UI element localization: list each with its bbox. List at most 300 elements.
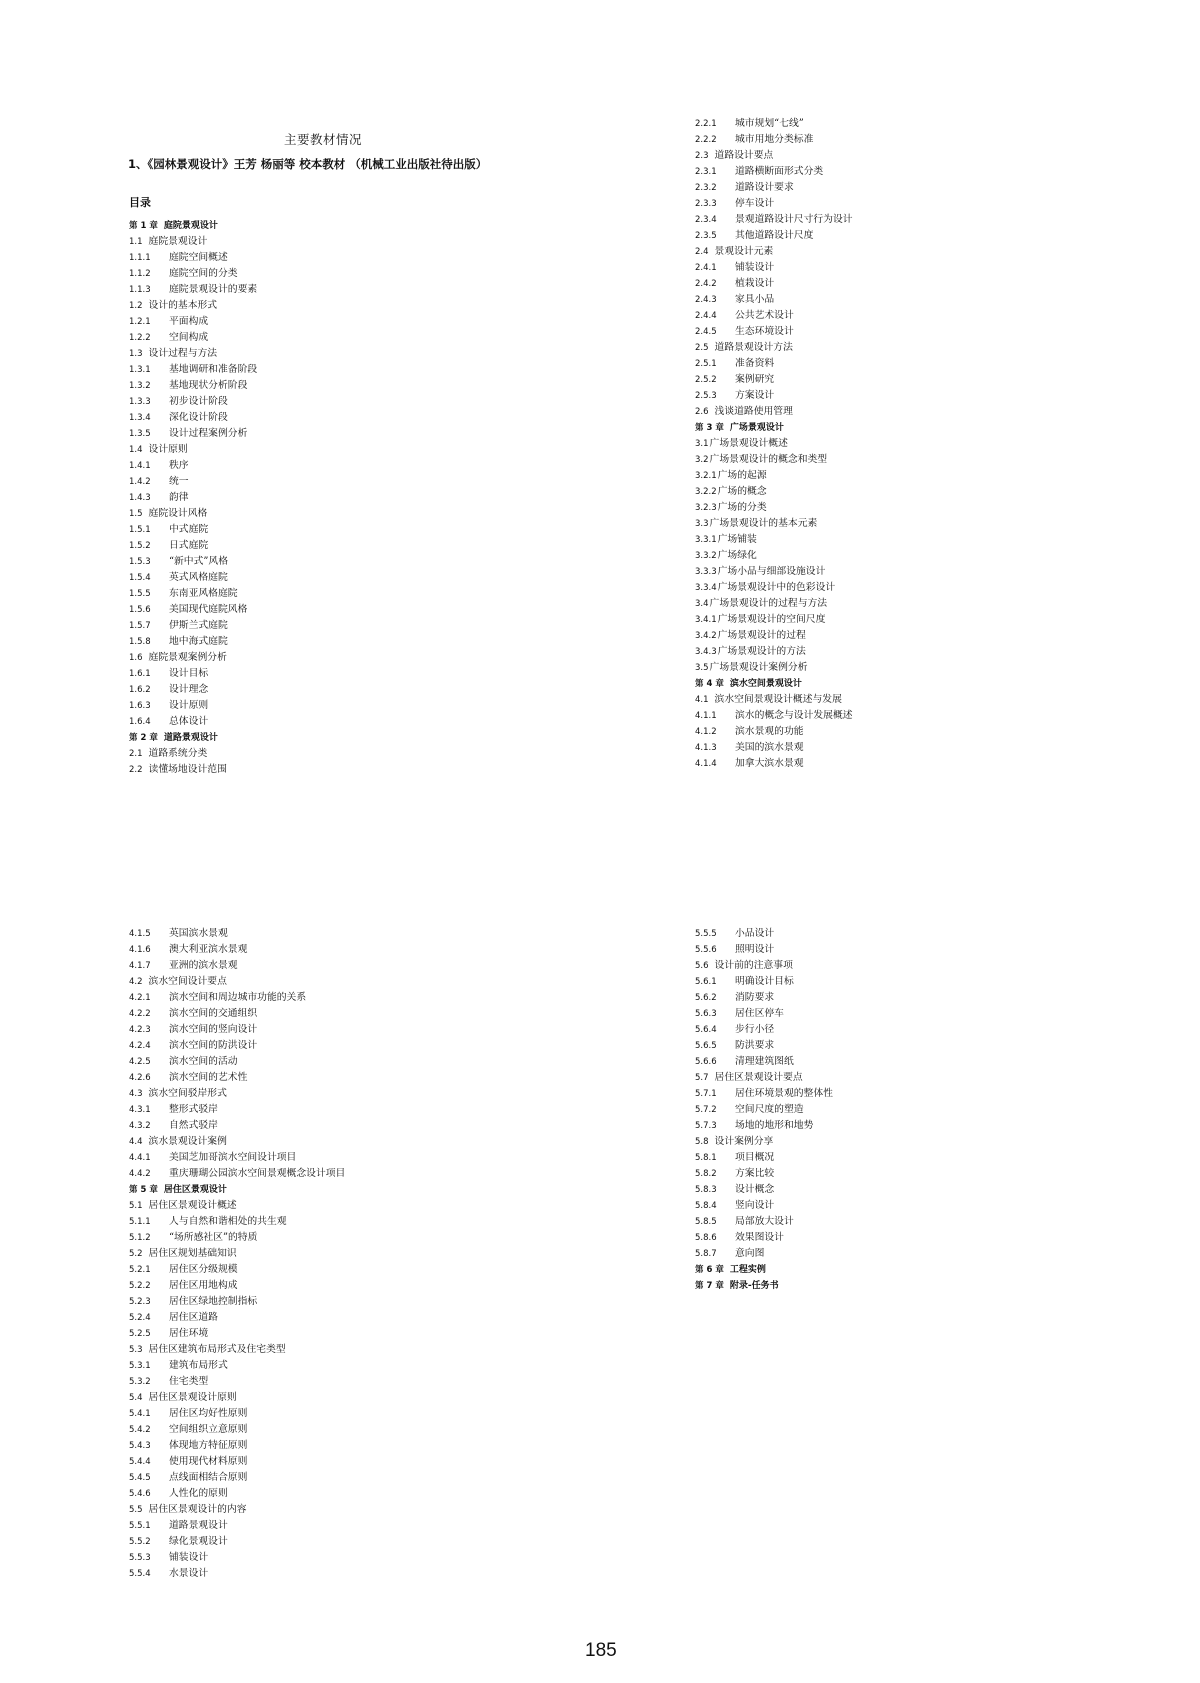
toc-entry (695, 740, 1165, 756)
toc-entry (695, 180, 1165, 196)
toc-entry (129, 1470, 599, 1486)
toc-entry (695, 942, 1165, 958)
toc-entry-number: 4.2.1 (129, 993, 151, 1003)
toc-entry (695, 660, 1165, 676)
toc-chapter (129, 730, 599, 746)
toc-entry (695, 1182, 1165, 1198)
toc-entry-number: 2.3.1 (695, 167, 717, 177)
toc-entry-number: 1.1 (129, 237, 143, 247)
page-title: 主要教材情况 (284, 132, 363, 147)
toc-entry-number: 2.5.1 (695, 359, 717, 369)
toc-entry (695, 644, 1165, 660)
toc-entry (695, 308, 1165, 324)
toc-entry (695, 452, 1165, 468)
toc-entry (695, 196, 1165, 212)
toc-entry-number: 4.4.1 (129, 1153, 151, 1163)
toc-entry (695, 1022, 1165, 1038)
toc-entry-title: 小品设计 (735, 928, 775, 939)
toc-entry-number: 3.4.1 (695, 615, 717, 625)
toc-entry-title: 方案设计 (735, 390, 775, 401)
toc-entry (129, 394, 599, 410)
toc-entry-title: 居住区规划基础知识 (148, 1248, 237, 1259)
toc-entry-number: 4.1.6 (129, 945, 151, 955)
toc-entry-title: 居住区景观设计原则 (148, 1392, 237, 1403)
toc-entry-title: 道路系统分类 (148, 748, 208, 759)
toc-entry-number: 第 3 章 (695, 423, 724, 433)
toc-entry (129, 602, 599, 618)
toc-entry-number: 5.2.2 (129, 1281, 151, 1291)
toc-entry (129, 1102, 599, 1118)
toc-entry-number: 5.8.3 (695, 1185, 717, 1195)
toc-entry (129, 1550, 599, 1566)
toc-entry-title: 基地现状分析阶段 (169, 380, 248, 391)
toc-entry-title: 庭院景观案例分析 (148, 652, 227, 663)
toc-entry-number: 2.2.2 (695, 135, 717, 145)
toc-entry-title: 广场景观设计的基本元素 (709, 518, 818, 529)
toc-entry-number: 2.4.1 (695, 263, 717, 273)
toc-entry-number: 2.3.3 (695, 199, 717, 209)
toc-entry-number: 1.5.3 (129, 557, 151, 567)
toc-entry-number: 1.6.3 (129, 701, 151, 711)
toc-entry-number: 1.2 (129, 301, 143, 311)
toc-entry-number: 5.4.2 (129, 1425, 151, 1435)
toc-entry-title: 广场景观设计的方法 (717, 646, 806, 657)
toc-entry-title: 体现地方特征原则 (169, 1440, 248, 1451)
toc-entry-title: 广场景观设计 (729, 423, 784, 433)
toc-entry-number: 3.4 (695, 599, 709, 609)
toc-entry (129, 1358, 599, 1374)
toc-entry (129, 1566, 599, 1582)
toc-entry (695, 148, 1165, 164)
toc-entry-number: 3.3.4 (695, 583, 717, 593)
toc-entry-number: 5.2.1 (129, 1265, 151, 1275)
toc-entry (129, 1294, 599, 1310)
toc-entry-title: 美国芝加哥滨水空间设计项目 (169, 1152, 297, 1163)
toc-entry (695, 692, 1165, 708)
toc-entry-title: 重庆珊瑚公园滨水空间景观概念设计项目 (169, 1168, 346, 1179)
toc-entry-title: 伊斯兰式庭院 (169, 620, 228, 631)
toc-entry-title: 滨水空间景观设计概述与发展 (714, 694, 842, 705)
toc-entry-number: 2.2.1 (695, 119, 717, 129)
toc-entry (129, 234, 599, 250)
toc-entry-number: 第 1 章 (129, 221, 158, 231)
toc-entry-number: 5.4.6 (129, 1489, 151, 1499)
toc-entry-number: 5.6.5 (695, 1041, 717, 1051)
toc-entry-title: 停车设计 (735, 198, 775, 209)
toc-entry (129, 474, 599, 490)
toc-entry (695, 628, 1165, 644)
toc-entry (695, 164, 1165, 180)
toc-entry-number: 5.8 (695, 1137, 709, 1147)
toc-entry-title: 滨水空间和周边城市功能的关系 (169, 992, 307, 1003)
toc-entry-number: 1.4.2 (129, 477, 151, 487)
toc-entry (129, 1054, 599, 1070)
toc-entry (129, 490, 599, 506)
toc-entry (129, 538, 599, 554)
toc-entry-title: 设计原则 (148, 444, 188, 455)
toc-entry-title: 点线面相结合原则 (169, 1472, 248, 1483)
toc-entry-number: 5.5.4 (129, 1569, 151, 1579)
toc-entry (129, 266, 599, 282)
toc-entry (129, 506, 599, 522)
toc-entry-title: 人与自然和谐相处的共生观 (169, 1216, 287, 1227)
toc-entry-number: 5.2.3 (129, 1297, 151, 1307)
toc-entry (695, 500, 1165, 516)
toc-entry (695, 958, 1165, 974)
toc-entry (695, 1086, 1165, 1102)
toc-entry-number: 1.1.2 (129, 269, 151, 279)
toc-entry (129, 1230, 599, 1246)
toc-entry (129, 666, 599, 682)
toc-entry-title: 竖向设计 (735, 1200, 775, 1211)
toc-entry-number: 4.2.2 (129, 1009, 151, 1019)
toc-entry (129, 1086, 599, 1102)
toc-entry-number: 5.6.4 (695, 1025, 717, 1035)
toc-entry-title: 基地调研和准备阶段 (169, 364, 258, 375)
toc-entry-title: 滨水景观设计案例 (148, 1136, 227, 1147)
toc-entry-number: 1.3.3 (129, 397, 151, 407)
toc-entry-title: 设计前的注意事项 (714, 960, 793, 971)
toc-entry (129, 1278, 599, 1294)
toc-entry (129, 586, 599, 602)
toc-entry-title: 东南亚风格庭院 (169, 588, 238, 599)
toc-entry (695, 276, 1165, 292)
toc-entry (129, 314, 599, 330)
toc-entry-title: 日式庭院 (169, 540, 209, 551)
toc-entry-title: 滨水空间驳岸形式 (148, 1088, 227, 1099)
toc-entry (129, 346, 599, 362)
toc-entry-title: 韵律 (169, 492, 189, 503)
toc-entry-title: 居住区绿地控制指标 (169, 1296, 258, 1307)
toc-entry-title: 住宅类型 (169, 1376, 209, 1387)
toc-entry-number: 2.1 (129, 749, 143, 759)
toc-entry-number: 3.2.3 (695, 503, 717, 513)
toc-entry-number: 第 7 章 (695, 1281, 724, 1291)
toc-entry (695, 484, 1165, 500)
toc-entry (129, 1502, 599, 1518)
toc-entry-number: 1.6.1 (129, 669, 151, 679)
toc-entry-number: 2.3.5 (695, 231, 717, 241)
toc-entry (695, 404, 1165, 420)
toc-entry (129, 554, 599, 570)
toc-entry (129, 1214, 599, 1230)
toc-entry-number: 3.3 (695, 519, 709, 529)
toc-entry-title: 场地的地形和地势 (735, 1120, 814, 1131)
toc-entry-number: 1.1.3 (129, 285, 151, 295)
toc-entry-title: 设计概念 (735, 1184, 775, 1195)
toc-entry (695, 548, 1165, 564)
toc-entry-title: 平面构成 (169, 316, 209, 327)
toc-entry-title: 景观道路设计尺寸行为设计 (735, 214, 853, 225)
toc-entry-title: 步行小径 (735, 1024, 775, 1035)
toc-entry-number: 3.2 (695, 455, 709, 465)
toc-entry-title: 庭院设计风格 (148, 508, 208, 519)
toc-entry-number: 1.6 (129, 653, 143, 663)
toc-entry-title: 公共艺术设计 (735, 310, 794, 321)
toc-entry-title: 效果图设计 (735, 1232, 784, 1243)
toc-entry-number: 3.4.3 (695, 647, 717, 657)
toc-entry-number: 第 5 章 (129, 1185, 158, 1195)
toc-entry-title: 居住区建筑布局形式及住宅类型 (148, 1344, 286, 1355)
toc-entry (129, 1038, 599, 1054)
toc-entry-title: 照明设计 (735, 944, 775, 955)
toc-entry-title: 秩序 (169, 460, 189, 471)
toc-entry-number: 5.1 (129, 1201, 143, 1211)
toc-entry-title: 意向图 (735, 1248, 765, 1259)
toc-entry-number: 4.3.1 (129, 1105, 151, 1115)
toc-entry-title: 设计过程与方法 (148, 348, 218, 359)
toc-entry-number: 5.4.5 (129, 1473, 151, 1483)
toc-entry (695, 990, 1165, 1006)
toc-entry-number: 1.4 (129, 445, 143, 455)
toc-entry-title: 地中海式庭院 (169, 636, 228, 647)
toc-entry (129, 682, 599, 698)
toc-entry (695, 532, 1165, 548)
toc-entry-number: 4.2.3 (129, 1025, 151, 1035)
toc-column-4 (695, 926, 1165, 1294)
toc-entry-number: 5.5 (129, 1505, 143, 1515)
toc-entry-title: “场所感社区”的特质 (169, 1232, 258, 1243)
toc-entry-title: 滨水景观的功能 (735, 726, 804, 737)
toc-entry-title: 滨水的概念与设计发展概述 (735, 710, 853, 721)
toc-entry (695, 388, 1165, 404)
toc-entry-title: 准备资料 (735, 358, 775, 369)
toc-entry-number: 5.8.5 (695, 1217, 717, 1227)
toc-entry (129, 942, 599, 958)
toc-entry-number: 3.2.1 (695, 471, 717, 481)
toc-entry-number: 1.5.5 (129, 589, 151, 599)
toc-entry (695, 468, 1165, 484)
toc-entry-number: 5.8.7 (695, 1249, 717, 1259)
toc-entry-title: 设计的基本形式 (148, 300, 218, 311)
toc-entry-title: 植栽设计 (735, 278, 775, 289)
toc-entry-number: 4.2.5 (129, 1057, 151, 1067)
toc-entry-title: 道路景观设计 (163, 733, 218, 743)
toc-entry-number: 4.1.2 (695, 727, 717, 737)
toc-entry-number: 5.4.3 (129, 1441, 151, 1451)
toc-entry (129, 698, 599, 714)
toc-entry-number: 4.4.2 (129, 1169, 151, 1179)
toc-entry (695, 1134, 1165, 1150)
toc-chapter (129, 218, 599, 234)
toc-entry-number: 5.6 (695, 961, 709, 971)
toc-entry (695, 260, 1165, 276)
toc-entry-title: 广场的起源 (717, 470, 767, 481)
toc-entry (129, 1390, 599, 1406)
toc-entry-number: 第 2 章 (129, 733, 158, 743)
toc-entry-title: 初步设计阶段 (169, 396, 228, 407)
toc-entry-title: 澳大利亚滨水景观 (169, 944, 248, 955)
toc-entry-title: 景观设计元素 (714, 246, 774, 257)
toc-entry-title: 设计原则 (169, 700, 209, 711)
toc-entry-title: 使用现代材料原则 (169, 1456, 248, 1467)
toc-entry (129, 250, 599, 266)
toc-entry (695, 324, 1165, 340)
toc-entry (695, 1214, 1165, 1230)
toc-entry (129, 634, 599, 650)
toc-entry (129, 650, 599, 666)
toc-entry-number: 4.1.1 (695, 711, 717, 721)
toc-entry (129, 298, 599, 314)
toc-entry-title: 设计过程案例分析 (169, 428, 248, 439)
toc-entry-number: 1.6.2 (129, 685, 151, 695)
toc-entry-number: 2.4.4 (695, 311, 717, 321)
toc-entry-title: 滨水空间设计要点 (148, 976, 227, 987)
toc-entry-title: 居住区景观设计要点 (714, 1072, 803, 1083)
toc-entry-number: 3.1 (695, 439, 709, 449)
toc-entry-title: 滨水空间的活动 (169, 1056, 238, 1067)
toc-entry (695, 516, 1165, 532)
toc-entry-number: 5.5.5 (695, 929, 717, 939)
toc-entry-title: 滨水空间的竖向设计 (169, 1024, 258, 1035)
toc-entry-number: 5.7.3 (695, 1121, 717, 1131)
toc-entry (129, 1374, 599, 1390)
toc-entry-number: 1.5.1 (129, 525, 151, 535)
toc-entry-title: 建筑布局形式 (169, 1360, 228, 1371)
toc-entry-number: 3.3.1 (695, 535, 717, 545)
toc-entry (695, 1070, 1165, 1086)
toc-entry-title: 道路横断面形式分类 (735, 166, 824, 177)
toc-entry-number: 4.1 (695, 695, 709, 705)
toc-entry-title: 中式庭院 (169, 524, 209, 535)
toc-entry (695, 724, 1165, 740)
toc-entry-title: 英国滨水景观 (169, 928, 228, 939)
toc-entry (695, 756, 1165, 772)
toc-entry-title: 消防要求 (735, 992, 775, 1003)
toc-entry-title: 自然式驳岸 (169, 1120, 218, 1131)
toc-entry-title: 设计目标 (169, 668, 209, 679)
toc-entry-number: 5.2.5 (129, 1329, 151, 1339)
toc-entry-title: 统一 (169, 476, 189, 487)
toc-entry-number: 3.3.3 (695, 567, 717, 577)
toc-entry-title: 广场景观设计的概念和类型 (709, 454, 828, 465)
toc-entry-number: 5.7.2 (695, 1105, 717, 1115)
toc-entry-title: 居住区景观设计的内容 (148, 1504, 247, 1515)
toc-entry-number: 5.8.1 (695, 1153, 717, 1163)
toc-entry-number: 4.2 (129, 977, 143, 987)
toc-entry-number: 5.1.1 (129, 1217, 151, 1227)
toc-entry-number: 1.2.1 (129, 317, 151, 327)
toc-entry-title: 局部放大设计 (735, 1216, 794, 1227)
toc-entry-number: 1.5.4 (129, 573, 151, 583)
toc-entry-title: 城市规划“七线” (735, 118, 804, 129)
toc-entry (129, 522, 599, 538)
toc-entry-title: 总体设计 (169, 716, 209, 727)
toc-entry (129, 1118, 599, 1134)
toc-column-3 (129, 926, 599, 1582)
toc-entry-number: 1.3.5 (129, 429, 151, 439)
toc-entry-title: 其他道路设计尺度 (735, 230, 814, 241)
toc-entry-number: 4.4 (129, 1137, 143, 1147)
toc-entry-number: 4.1.5 (129, 929, 151, 939)
toc-entry-number: 2.5.3 (695, 391, 717, 401)
toc-column-1 (129, 218, 599, 778)
toc-entry (129, 1070, 599, 1086)
toc-entry-title: 人性化的原则 (169, 1488, 228, 1499)
toc-entry (129, 282, 599, 298)
toc-entry-number: 5.5.6 (695, 945, 717, 955)
toc-entry-number: 2.5.2 (695, 375, 717, 385)
toc-entry (129, 1310, 599, 1326)
toc-entry-number: 1.3.4 (129, 413, 151, 423)
toc-entry (129, 1022, 599, 1038)
toc-entry-number: 3.3.2 (695, 551, 717, 561)
toc-entry-title: 庭院空间概述 (169, 252, 228, 263)
toc-entry-number: 5.6.6 (695, 1057, 717, 1067)
toc-entry-number: 第 4 章 (695, 679, 724, 689)
toc-entry (695, 708, 1165, 724)
toc-entry (129, 746, 599, 762)
toc-entry-title: 广场景观设计的空间尺度 (717, 614, 826, 625)
toc-entry (129, 1262, 599, 1278)
toc-entry (129, 1150, 599, 1166)
toc-entry (695, 228, 1165, 244)
toc-entry (695, 340, 1165, 356)
toc-entry-title: 庭院空间的分类 (169, 268, 238, 279)
toc-entry (129, 1518, 599, 1534)
toc-entry-title: 方案比较 (735, 1168, 775, 1179)
toc-entry (695, 1198, 1165, 1214)
toc-entry-title: 深化设计阶段 (169, 412, 228, 423)
toc-entry-title: 生态环境设计 (735, 326, 794, 337)
toc-entry-title: 清理建筑图纸 (735, 1056, 794, 1067)
toc-entry-title: 庭院景观设计 (163, 221, 218, 231)
toc-entry-number: 5.6.2 (695, 993, 717, 1003)
toc-entry (695, 974, 1165, 990)
toc-entry-title: 美国的滨水景观 (735, 742, 804, 753)
toc-entry-title: 项目概况 (735, 1152, 775, 1163)
toc-entry-number: 5.4.1 (129, 1409, 151, 1419)
toc-entry-number: 5.3.2 (129, 1377, 151, 1387)
toc-entry-title: 居住环境景观的整体性 (735, 1088, 833, 1099)
toc-entry-number: 5.6.1 (695, 977, 717, 987)
toc-entry-title: 庭院景观设计 (148, 236, 208, 247)
toc-entry-title: 防洪要求 (735, 1040, 775, 1051)
toc-entry-title: 滨水空间的防洪设计 (169, 1040, 258, 1051)
toc-entry-title: 居住区分级规模 (169, 1264, 238, 1275)
toc-entry (129, 1342, 599, 1358)
toc-entry-title: 居住区景观设计概述 (148, 1200, 237, 1211)
toc-entry-number: 2.4 (695, 247, 709, 257)
toc-chapter (695, 420, 1165, 436)
toc-entry-number: 4.3 (129, 1089, 143, 1099)
toc-entry (129, 330, 599, 346)
toc-entry (695, 436, 1165, 452)
toc-entry (129, 1198, 599, 1214)
toc-entry-number: 1.1.1 (129, 253, 151, 263)
toc-entry (129, 990, 599, 1006)
toc-entry-number: 4.1.7 (129, 961, 151, 971)
toc-entry-number: 5.3.1 (129, 1361, 151, 1371)
toc-entry (129, 1326, 599, 1342)
toc-entry (695, 612, 1165, 628)
toc-entry-number: 5.8.2 (695, 1169, 717, 1179)
toc-entry-number: 4.1.4 (695, 759, 717, 769)
toc-entry-number: 5.8.6 (695, 1233, 717, 1243)
toc-entry-title: 居住区均好性原则 (169, 1408, 248, 1419)
toc-entry-title: 滨水空间的艺术性 (169, 1072, 248, 1083)
toc-entry (129, 958, 599, 974)
toc-entry-number: 3.5 (695, 663, 709, 673)
toc-entry-title: 广场景观设计的过程 (717, 630, 806, 641)
page-number: 185 (585, 1640, 617, 1661)
toc-entry (129, 458, 599, 474)
toc-entry-title: 居住区用地构成 (169, 1280, 238, 1291)
toc-chapter (695, 1262, 1165, 1278)
toc-entry-title: 铺装设计 (735, 262, 775, 273)
toc-entry (695, 564, 1165, 580)
toc-entry-title: 亚洲的滨水景观 (169, 960, 238, 971)
